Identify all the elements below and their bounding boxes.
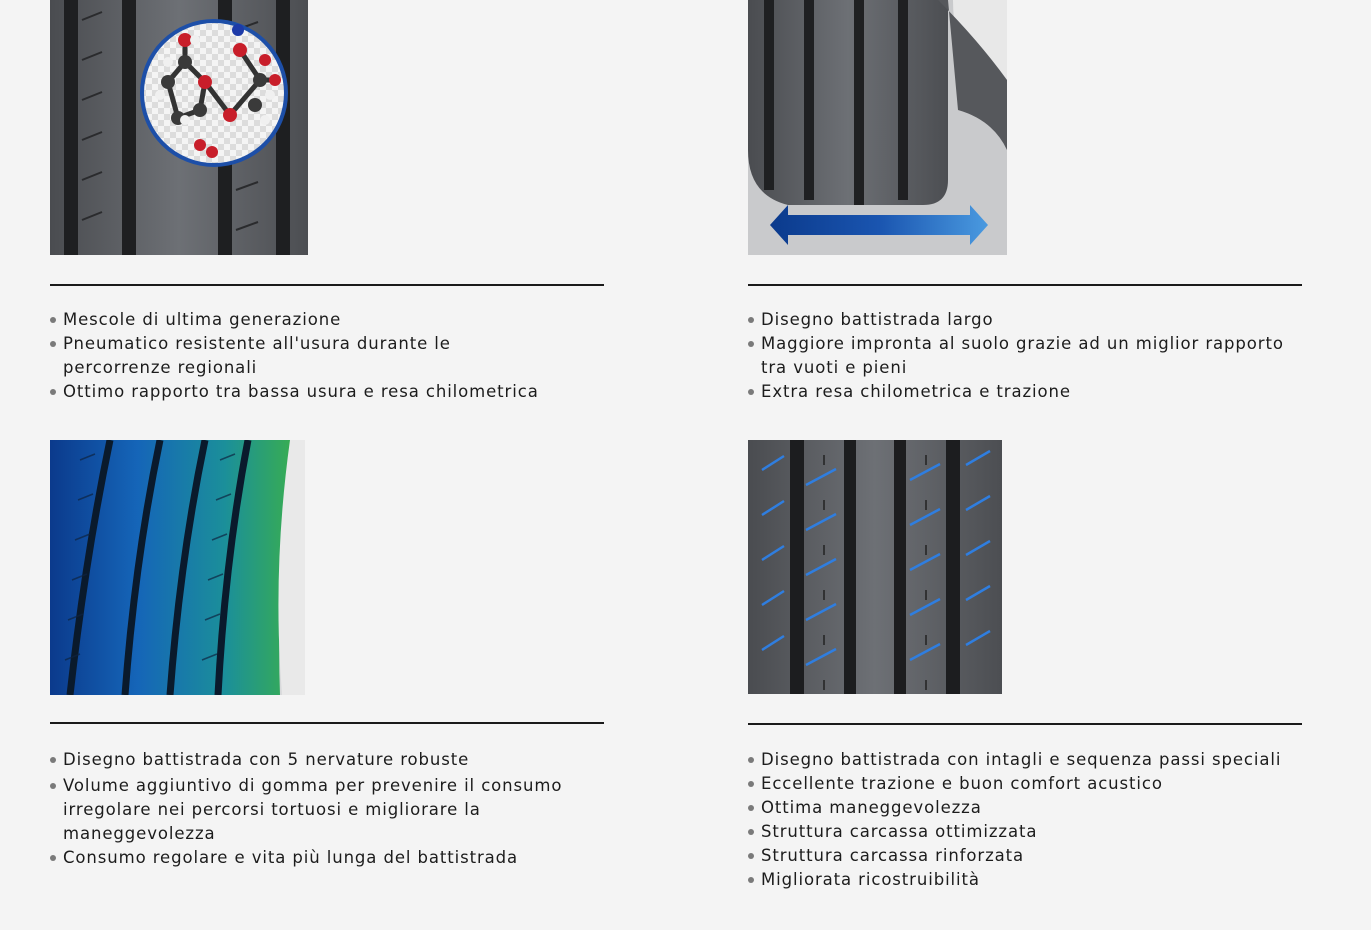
list-item: Struttura carcassa ottimizzata bbox=[748, 820, 1302, 844]
list-item: Eccellente trazione e buon comfort acustico bbox=[748, 772, 1302, 796]
list-item: Maggiore impronta al suolo grazie ad un miglior rapporto tra vuoti e pieni bbox=[748, 332, 1302, 380]
list-item: Extra resa chilometrica e trazione bbox=[748, 380, 1302, 404]
sipes-highlight-icon bbox=[748, 440, 1002, 694]
list-item: Ottimo rapporto tra bassa usura e resa chilometrica bbox=[50, 380, 563, 404]
sipes-image bbox=[748, 440, 1002, 694]
list-item: Disegno battistrada con intagli e sequenza passi speciali bbox=[748, 748, 1302, 772]
list-item: Struttura carcassa rinforzata bbox=[748, 844, 1302, 868]
tread-ribs-image bbox=[50, 440, 305, 695]
feature-list-compound bbox=[50, 308, 539, 404]
list-item: Migliorata ricostruibilità bbox=[748, 868, 1302, 892]
list-item: Pneumatico resistente all'usura durante le percorrenze regionali bbox=[50, 332, 470, 380]
footprint-width-arrow-icon bbox=[748, 0, 1007, 255]
feature-list-footprint bbox=[748, 308, 1302, 404]
molecule-compound-icon bbox=[50, 0, 308, 255]
feature-list-sipes bbox=[748, 748, 1302, 892]
list-item: Ottima maneggevolezza bbox=[748, 796, 1302, 820]
section-divider bbox=[50, 284, 604, 286]
compound-molecule-image bbox=[50, 0, 308, 255]
footprint-image bbox=[748, 0, 1007, 255]
section-divider bbox=[748, 284, 1302, 286]
list-item: Disegno battistrada largo bbox=[748, 308, 1302, 332]
tread-ribs-gradient-icon bbox=[50, 440, 305, 695]
list-item: Volume aggiuntivo di gomma per prevenire il consumo irregolare nei percorsi tortuosi e migliorare la maneggevolezza bbox=[50, 774, 604, 846]
section-divider bbox=[50, 722, 604, 724]
feature-list-ribs bbox=[50, 748, 604, 870]
list-item: Mescole di ultima generazione bbox=[50, 308, 470, 332]
list-item: Consumo regolare e vita più lunga del battistrada bbox=[50, 846, 604, 870]
list-item: Disegno battistrada con 5 nervature robuste bbox=[50, 748, 604, 772]
section-divider bbox=[748, 723, 1302, 725]
